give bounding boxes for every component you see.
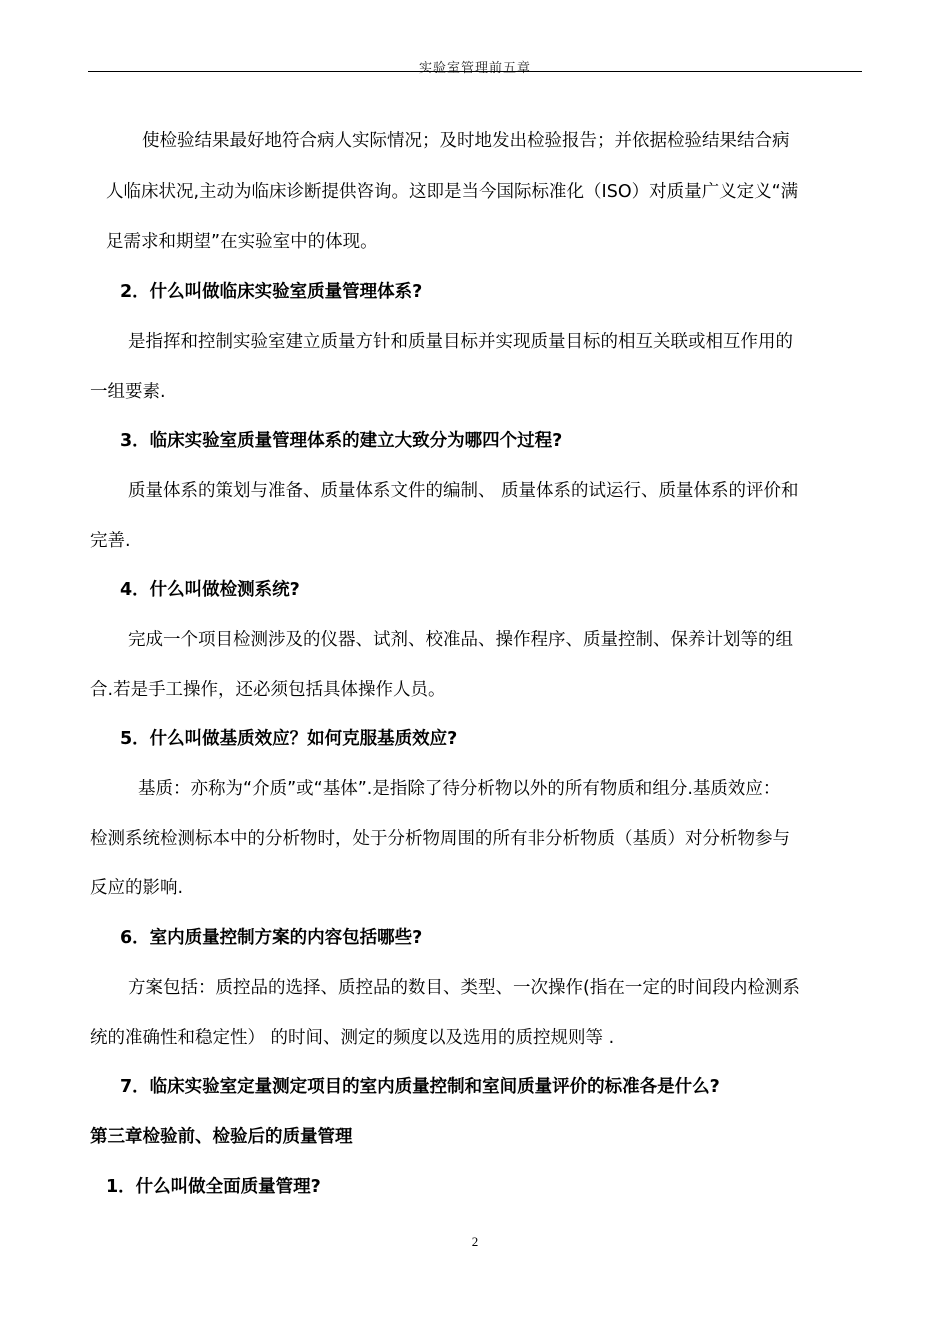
question-heading: 5．什么叫做基质效应？如何克服基质效应? [120,729,458,749]
question-heading: 4．什么叫做检测系统? [120,580,300,600]
question-heading: 2．什么叫做临床实验室质量管理体系? [120,282,423,302]
page-number: 2 [471,1234,479,1249]
body-text-line: 完善. [90,531,131,551]
header-divider [88,71,862,72]
question-heading: 7．临床实验室定量测定项目的室内质量控制和室间质量评价的标准各是什么? [120,1077,720,1097]
body-text-line: 质量体系的策划与准备、质量体系文件的编制、 质量体系的试运行、质量体系的评价和 [128,481,799,501]
body-text-line: 方案包括：质控品的选择、质控品的数目、类型、一次操作(指在一定的时间段内检测系 [128,978,800,998]
question-heading: 6．室内质量控制方案的内容包括哪些? [120,928,423,948]
body-text-line: 是指挥和控制实验室建立质量方针和质量目标并实现质量目标的相互关联或相互作用的 [128,332,793,352]
body-text-line: 足需求和期望”在实验室中的体现。 [106,232,378,252]
body-text-line: 合.若是手工操作，还必须包括具体操作人员。 [90,680,446,700]
question-heading: 1．什么叫做全面质量管理? [106,1177,321,1197]
body-text-line: 统的准确性和稳定性） 的时间、测定的频度以及选用的质控规则等 . [90,1028,615,1048]
body-text-line: 反应的影响. [90,878,184,898]
body-text-line: 检测系统检测标本中的分析物时，处于分析物周围的所有非分析物质（基质）对分析物参与 [90,829,790,849]
question-heading: 3．临床实验室质量管理体系的建立大致分为哪四个过程? [120,431,563,451]
body-text-line: 人临床状况,主动为临床诊断提供咨询。这即是当今国际标准化（ISO）对质量广义定义“满 [106,182,799,202]
chapter-heading: 第三章检验前、检验后的质量管理 [90,1127,353,1147]
body-text-line: 基质：亦称为“介质”或“基体”.是指除了待分析物以外的所有物质和组分.基质效应： [138,779,781,799]
page-header: 实验室管理前五章 [418,61,531,76]
body-text-line: 一组要素. [90,382,166,402]
body-text-line: 完成一个项目检测涉及的仪器、试剂、校准品、操作程序、质量控制、保养计划等的组 [128,630,793,650]
body-text-line: 使检验结果最好地符合病人实际情况；及时地发出检验报告；并依据检验结果结合病 [142,131,790,151]
